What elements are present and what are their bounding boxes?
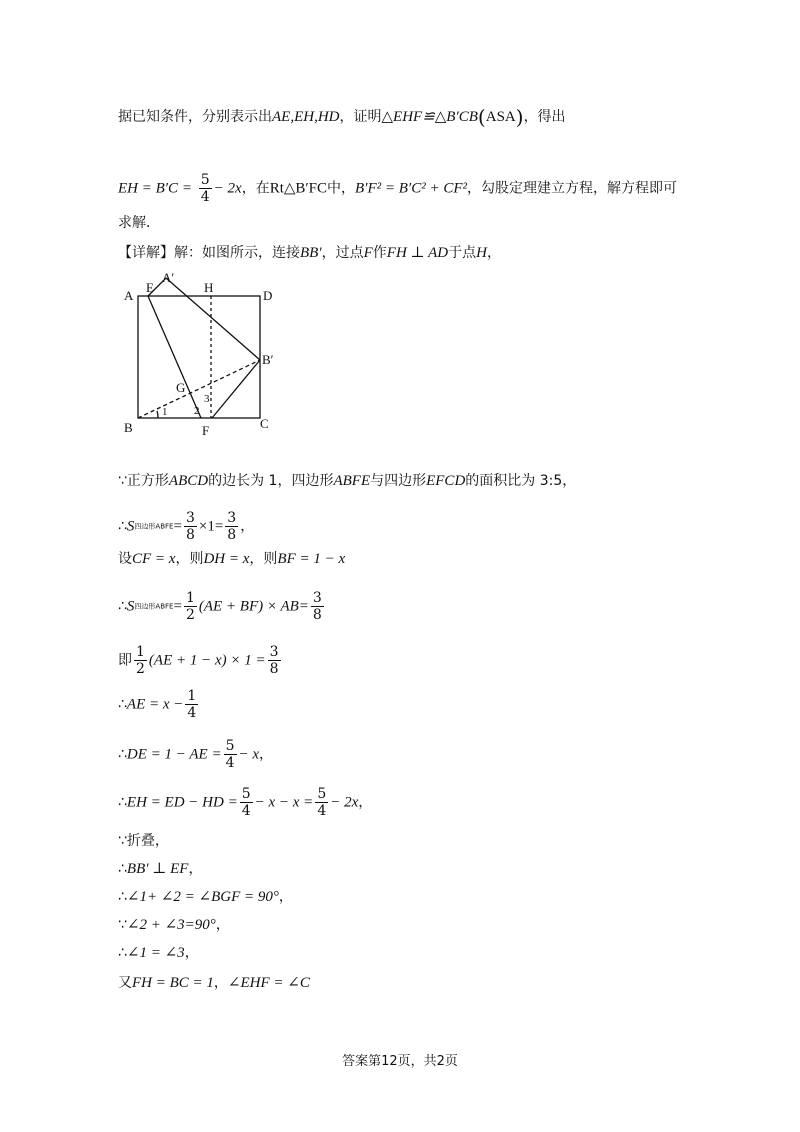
solution-line-7	[118, 738, 273, 771]
s4-frac-2-den: 8	[312, 607, 322, 623]
text-line-2	[118, 172, 677, 205]
l4-text-i: ，	[486, 245, 501, 261]
s9: ∵折叠，	[118, 833, 169, 849]
l2-text-i: ，勾股定理建立方程，解方程即可	[467, 180, 677, 197]
l4-text-g: 于点	[448, 245, 477, 261]
s3-c: ，则	[175, 551, 204, 567]
s12-c: ，	[215, 917, 230, 933]
s2-subscript: 四边形ABFE	[134, 522, 174, 531]
l4-text-e: 作	[372, 245, 387, 261]
s5-frac-2-num: 3	[269, 644, 279, 660]
s6-frac-num: 1	[187, 688, 197, 704]
solution-line-1	[118, 470, 576, 491]
s2-frac-2	[225, 510, 238, 543]
line-bprime-f	[212, 360, 260, 418]
label-a-prime: A′	[162, 272, 175, 285]
s10-b: BB′ ⊥ EF	[126, 861, 189, 877]
label-f: F	[202, 423, 210, 438]
label-angle-3: 3	[204, 393, 210, 405]
s1-d: ABFE	[333, 473, 371, 489]
s7-f: ，	[259, 746, 274, 763]
s5-frac-1-den: 2	[136, 661, 145, 677]
solution-line-8	[118, 786, 372, 819]
solution-line-9	[118, 830, 169, 851]
s7-frac-den: 4	[225, 755, 235, 771]
s8-frac-1	[240, 786, 253, 819]
l2-math-d: − 2x	[213, 180, 242, 197]
s13-b: ∠1 = ∠3	[126, 945, 185, 961]
s8-frac-2-den: 4	[317, 803, 327, 819]
l2-text-e: ，在	[241, 180, 270, 197]
s13-c: ，	[184, 945, 199, 961]
l1-text-c: ，证明	[339, 109, 382, 125]
s1-f: EFCD	[426, 473, 466, 489]
l4-text-a: 【详解】解：如图所示，连接	[118, 245, 300, 261]
l4-math-f: FH ⊥ AD	[386, 245, 449, 261]
label-angle-1: 1	[162, 406, 168, 418]
s6-frac-den: 4	[187, 705, 197, 721]
s3-d: DH = x	[203, 551, 250, 567]
s1-b: ABCD	[168, 473, 209, 489]
s1-c: 的边长为 1，四边形	[208, 473, 334, 489]
s4-frac-1-den: 2	[185, 607, 195, 623]
l1-text-f: ，得出	[523, 109, 566, 125]
geometry-figure	[118, 272, 288, 442]
s4-d: =	[173, 598, 182, 615]
s4-subscript: 四边形ABFE	[134, 602, 174, 611]
l2-frac	[199, 172, 212, 205]
solution-line-12	[118, 914, 230, 935]
s14-c: ，	[213, 975, 228, 991]
s2-frac-2-num: 3	[227, 510, 237, 526]
l2-math-a: EH = B′C =	[118, 180, 192, 197]
s4-g: (AE + BF) × AB=	[198, 598, 309, 615]
solution-line-5	[118, 644, 283, 677]
s3-a: 设	[118, 551, 132, 567]
s7-frac	[224, 738, 237, 771]
solution-line-2	[118, 510, 254, 543]
solution-line-3	[118, 548, 345, 569]
s4-a: ∴	[118, 598, 127, 615]
s2-j: ，	[240, 518, 255, 535]
l3-text: 求解．	[118, 215, 160, 231]
s8-h: − 2x	[330, 794, 359, 811]
s5-a: 即	[118, 652, 132, 669]
s6-b: AE = x −	[126, 696, 184, 713]
s4-b: S	[126, 598, 135, 615]
s11-b: ∠1+ ∠2 = ∠BGF = 90°	[126, 889, 279, 905]
s1-a: ∵正方形	[118, 473, 169, 489]
s2-frac-2-den: 8	[227, 527, 237, 543]
s8-frac-1-den: 4	[241, 803, 251, 819]
s1-e: 与四边形	[370, 473, 427, 489]
s3-b: CF = x	[132, 551, 176, 567]
text-line-4	[118, 242, 501, 263]
s14-a: 又	[118, 975, 132, 991]
s5-frac-1	[134, 644, 147, 677]
label-angle-2: 2	[194, 405, 200, 417]
l4-math-b: BB′	[300, 245, 322, 261]
l1-math-d: △EHF≌△B′CB	[381, 109, 478, 125]
s6-a: ∴	[118, 696, 127, 713]
solution-line-10	[118, 858, 202, 879]
l2-math-h: B′F² = B′C² + CF²	[355, 180, 467, 197]
s8-a: ∴	[118, 794, 127, 811]
s2-a: ∴	[118, 518, 127, 535]
l2-math-f: Rt△B′FC	[269, 180, 328, 197]
s8-i: ，	[358, 794, 373, 811]
label-a: A	[124, 288, 134, 303]
solution-line-14	[118, 972, 310, 993]
solution-line-4	[118, 590, 326, 623]
l4-math-d: F	[363, 245, 373, 261]
s7-e: − x	[238, 746, 260, 763]
s2-b: S	[126, 518, 135, 535]
label-b-prime: B′	[262, 352, 274, 367]
s3-e: ，则	[249, 551, 278, 567]
s4-frac-2	[311, 590, 324, 623]
s4-frac-2-num: 3	[312, 590, 322, 606]
s8-e: − x − x =	[254, 794, 314, 811]
solution-line-6	[118, 688, 200, 721]
s10-a: ∴	[118, 861, 127, 877]
s2-d: =	[173, 518, 182, 535]
label-b: B	[124, 420, 133, 435]
s5-frac-2-den: 8	[269, 661, 279, 677]
s7-a: ∴	[118, 746, 127, 763]
s11-c: ，	[278, 889, 293, 905]
s8-frac-1-num: 5	[241, 786, 251, 802]
s14-d: ∠EHF = ∠C	[227, 975, 310, 991]
label-h: H	[204, 280, 214, 295]
s6-frac	[185, 688, 198, 721]
s7-frac-num: 5	[225, 738, 235, 754]
s3-f: BF = 1 − x	[277, 551, 346, 567]
s8-frac-2-num: 5	[317, 786, 327, 802]
s1-g: 的面积比为 3:5，	[465, 473, 577, 489]
solution-line-13	[118, 942, 199, 963]
s4-frac-1	[184, 590, 197, 623]
l1-text-a: 据已知条件，分别表示出	[118, 109, 272, 125]
s13-a: ∴	[118, 945, 127, 961]
s7-b: DE = 1 − AE =	[126, 746, 222, 763]
s8-b: EH = ED − HD =	[126, 794, 238, 811]
l2-text-g: 中，	[327, 180, 356, 197]
label-d: D	[263, 288, 273, 303]
s12-a: ∵	[118, 917, 127, 933]
s12-b: ∠2 + ∠3=90°	[126, 917, 216, 933]
s2-frac-1-num: 3	[185, 510, 195, 526]
l4-math-h: H	[476, 245, 487, 261]
solution-line-11	[118, 886, 293, 907]
label-g: G	[176, 380, 186, 395]
s5-frac-1-num: 1	[136, 644, 145, 660]
s5-d: (AE + 1 − x) × 1 =	[148, 652, 266, 669]
s4-frac-1-num: 1	[185, 590, 195, 606]
angle-1-arc	[157, 411, 158, 418]
s8-frac-2	[315, 786, 328, 819]
text-line-3	[118, 212, 160, 233]
l1-math-b: AE,EH,HD	[272, 109, 340, 125]
s11-a: ∴	[118, 889, 127, 905]
s5-frac-2	[268, 644, 281, 677]
l1-asa: ASA	[485, 109, 516, 125]
s2-frac-1	[184, 510, 197, 543]
l4-text-c: ，过点	[321, 245, 364, 261]
label-e: E	[146, 280, 154, 295]
l2-frac-den: 4	[200, 189, 210, 205]
s14-b: FH = BC = 1	[132, 975, 214, 991]
label-c: C	[260, 416, 269, 431]
s2-frac-1-den: 8	[185, 527, 195, 543]
text-line-1: 据已知条件，分别表示出AE,EH,HD，证明△EHF≌△B′CB(ASA)，得出	[118, 105, 566, 129]
l2-frac-num: 5	[200, 172, 210, 188]
s10-c: ，	[188, 861, 203, 877]
page-footer: 答案第12页，共2页	[342, 1054, 458, 1069]
s2-g: ×1=	[198, 518, 224, 535]
fold-line-ef	[148, 296, 201, 418]
